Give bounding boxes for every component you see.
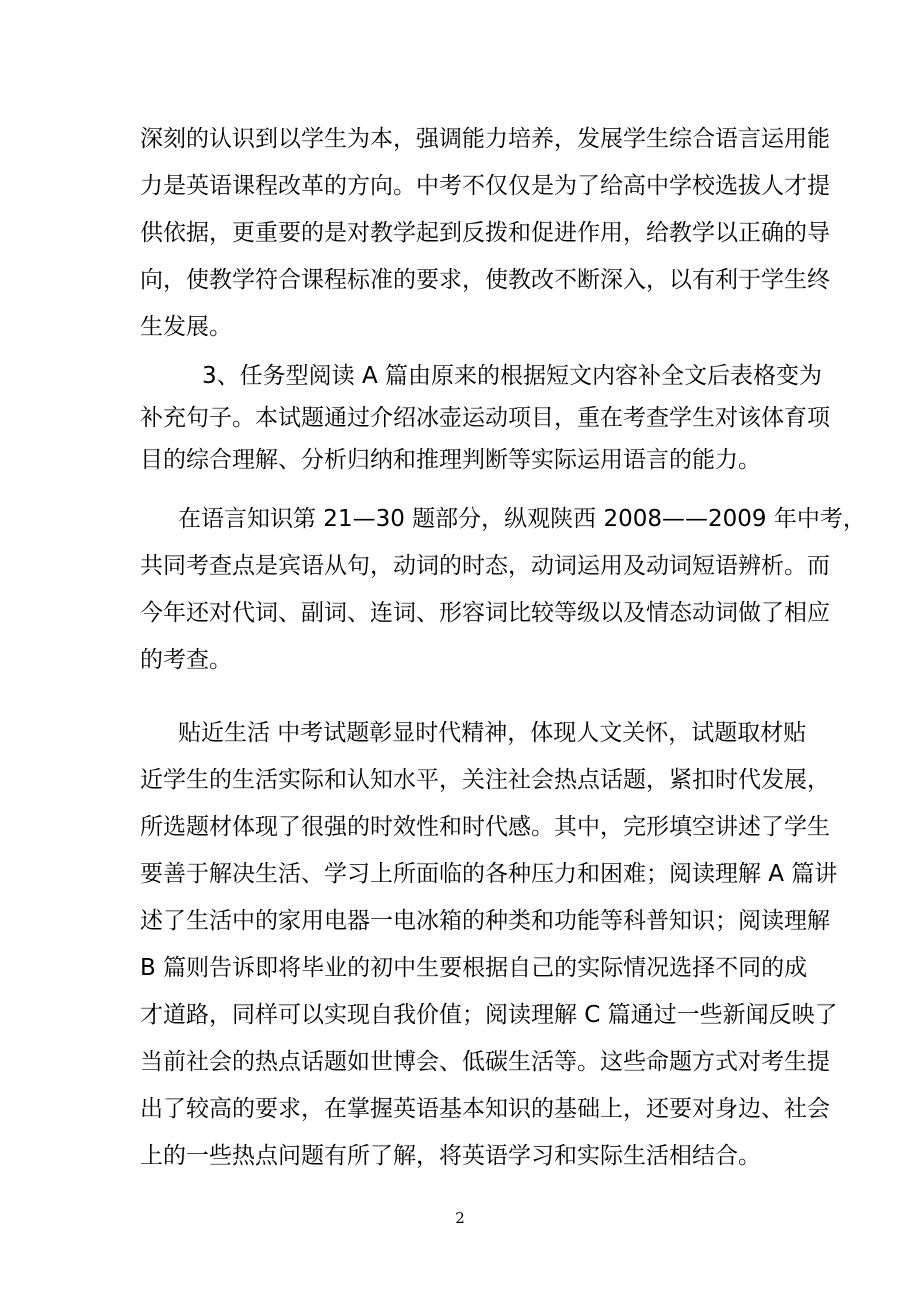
text-line: 3、任务型阅读 A 篇由原来的根据短文内容补全文后表格变为 — [202, 363, 822, 389]
text-line: 目的综合理解、分析归纳和推理判断等实际运用语言的能力。 — [140, 447, 761, 473]
text-line: 共同考查点是宾语从句，动词的时态，动词运用及动词短语辨析。而 — [140, 553, 830, 579]
page-number: 2 — [455, 1209, 465, 1227]
text-line: 述了生活中的家用电器一电冰箱的种类和功能等科普知识；阅读理解 — [140, 908, 830, 934]
text-line: 供依据，更重要的是对教学起到反拨和促进作用，给教学以正确的导 — [140, 220, 830, 246]
text-line: 所选题材体现了很强的时效性和时代感。其中，完形填空讲述了学生 — [140, 814, 830, 840]
text-line: 补充句子。本试题通过介绍冰壶运动项目，重在考查学生对该体育项 — [140, 405, 830, 431]
text-line: 向，使教学符合课程标准的要求，使教改不断深入，以有利于学生终 — [140, 267, 830, 293]
text-line: 在语言知识第 21—30 题部分，纵观陕西 2008——2009 年中考， — [178, 506, 866, 532]
text-line: 力是英语课程改革的方向。中考不仅仅是为了给高中学校选拔人才提 — [140, 173, 830, 199]
text-line: 近学生的生活实际和认知水平，关注社会热点话题，紧扣时代发展， — [140, 767, 830, 793]
text-line: 贴近生活 中考试题彰显时代精神，体现人文关怀，试题取材贴 — [178, 720, 807, 746]
text-line: 深刻的认识到以学生为本，强调能力培养，发展学生综合语言运用能 — [140, 126, 830, 152]
text-line: 今年还对代词、副词、连词、形容词比较等级以及情态动词做了相应 — [140, 600, 830, 626]
text-line: 上的一些热点问题有所了解，将英语学习和实际生活相结合。 — [140, 1143, 761, 1169]
text-line: 才道路，同样可以实现自我价值；阅读理解 C 篇通过一些新闻反映了 — [140, 1002, 838, 1028]
text-line: 生发展。 — [140, 314, 232, 340]
text-line: 的考查。 — [140, 647, 232, 673]
text-line: B 篇则告诉即将毕业的初中生要根据自己的实际情况选择不同的成 — [140, 955, 808, 981]
text-line: 要善于解决生活、学习上所面临的各种压力和困难；阅读理解 A 篇讲 — [140, 861, 838, 887]
text-line: 当前社会的热点话题如世博会、低碳生活等。这些命题方式对考生提 — [140, 1049, 830, 1075]
text-line: 出了较高的要求，在掌握英语基本知识的基础上，还要对身边、社会 — [140, 1096, 830, 1122]
